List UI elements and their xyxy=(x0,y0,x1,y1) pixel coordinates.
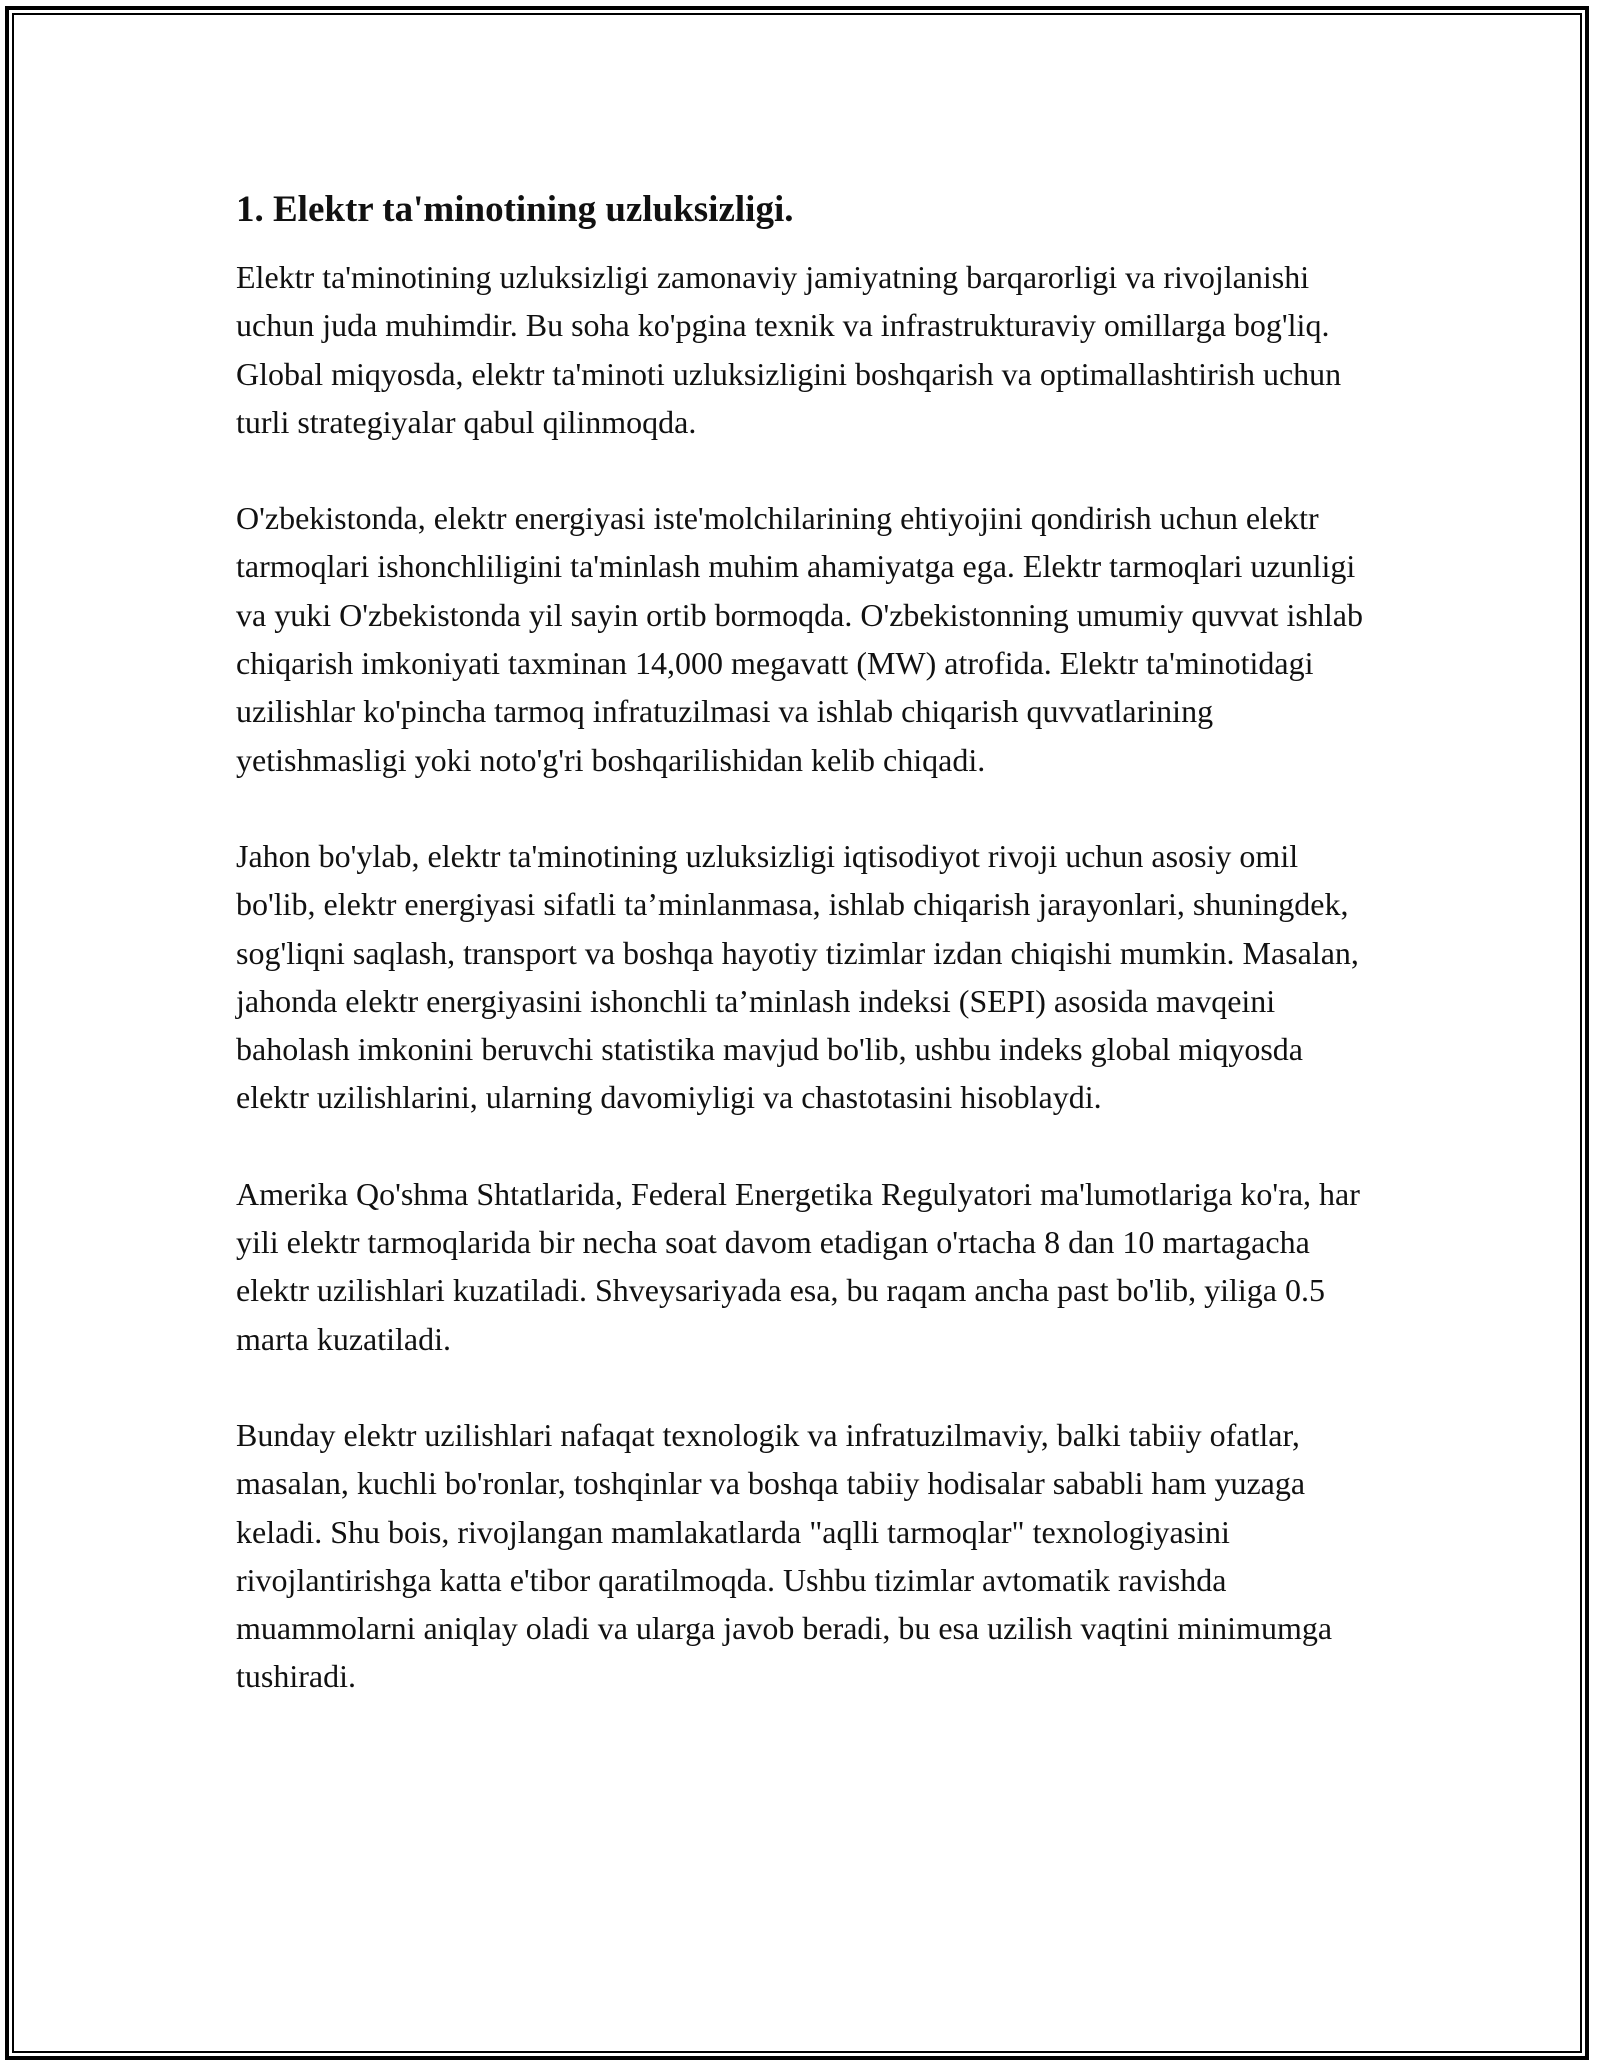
paragraph: Elektr ta'minotining uzluksizligi zamonaviy jamiyatning barqarorligi va rivojlanishi uchun juda muhimdir. Bu soha ko'pgina texnik va infrastrukturaviy omillarga bog'liq. Global miqyosda, elektr ta'minoti uzluksizligini boshqarish va optimallashtirish uchun turli strategiyalar qabul qilinmoqda. xyxy=(236,259,1342,440)
paragraph: Amerika Qo'shma Shtatlarida, Federal Energetika Regulyatori ma'lumotlariga ko'ra, har yili elektr tarmoqlarida bir necha soat davom etadigan o'rtacha 8 dan 10 martagacha elektr uzilishlari kuzatiladi. Shveysariyada esa, bu raqam ancha past bo'lib, yiliga 0.5 marta kuzatiladi. xyxy=(236,1175,1360,1357)
paragraph: O'zbekistonda, elektr energiyasi iste'molchilarining ehtiyojini qondirish uchun elektr tarmoqlari ishonchliligini ta'minlash muhim ahamiyatga ega. Elektr tarmoqlari uzunligi va yuki O'zbekistonda yil sayin ortib bormoqda. O'zbekistonning umumiy quvvat ishlab chiqarish imkoniyati taxminan 14,000 megavatt (MW) atrofida. Elektr ta'minotidagi uzilishlar ko'pincha tarmoq infratuzilmasi va ishlab chiqarish quvvatlarining yetishmasligi yoki noto'g'ri boshqarilishidan kelib chiqadi. xyxy=(236,500,1363,778)
document-body xyxy=(236,186,1366,1749)
paragraph: Bunday elektr uzilishlari nafaqat texnologik va infratuzilmaviy, balki tabiiy ofatlar, masalan, kuchli bo'ronlar, toshqinlar va boshqa tabiiy hodisalar sababli ham yuzaga keladi. Shu bois, rivojlangan mamlakatlarda "aqlli tarmoqlar" texnologiyasini rivojlantirishga katta e'tibor qaratilmoqda. Ushbu tizimlar avtomatik ravishda muammolarni aniqlay oladi va ularga javob beradi, bu esa uzilish vaqtini minimumga tushiradi. xyxy=(236,1416,1333,1695)
section-title: 1. Elektr ta'minotining uzluksizligi. xyxy=(236,189,794,230)
paragraph: Jahon bo'ylab, elektr ta'minotining uzluksizligi iqtisodiyot rivoji uchun asosiy omil bo'lib, elektr energiyasi sifatli ta’minlanmasa, ishlab chiqarish jarayonlari, shuningdek, sog'liqni saqlash, transport va boshqa hayotiy tizimlar izdan chiqishi mumkin. Masalan, jahonda elektr energiyasini ishonchli ta’minlash indeksi (SEPI) asosida mavqeini baholash imkonini beruvchi statistika mavjud bo'lib, ushbu indeks global miqyosda elektr uzilishlarini, ularning davomiyligi va chastotasini hisoblaydi. xyxy=(236,837,1359,1116)
